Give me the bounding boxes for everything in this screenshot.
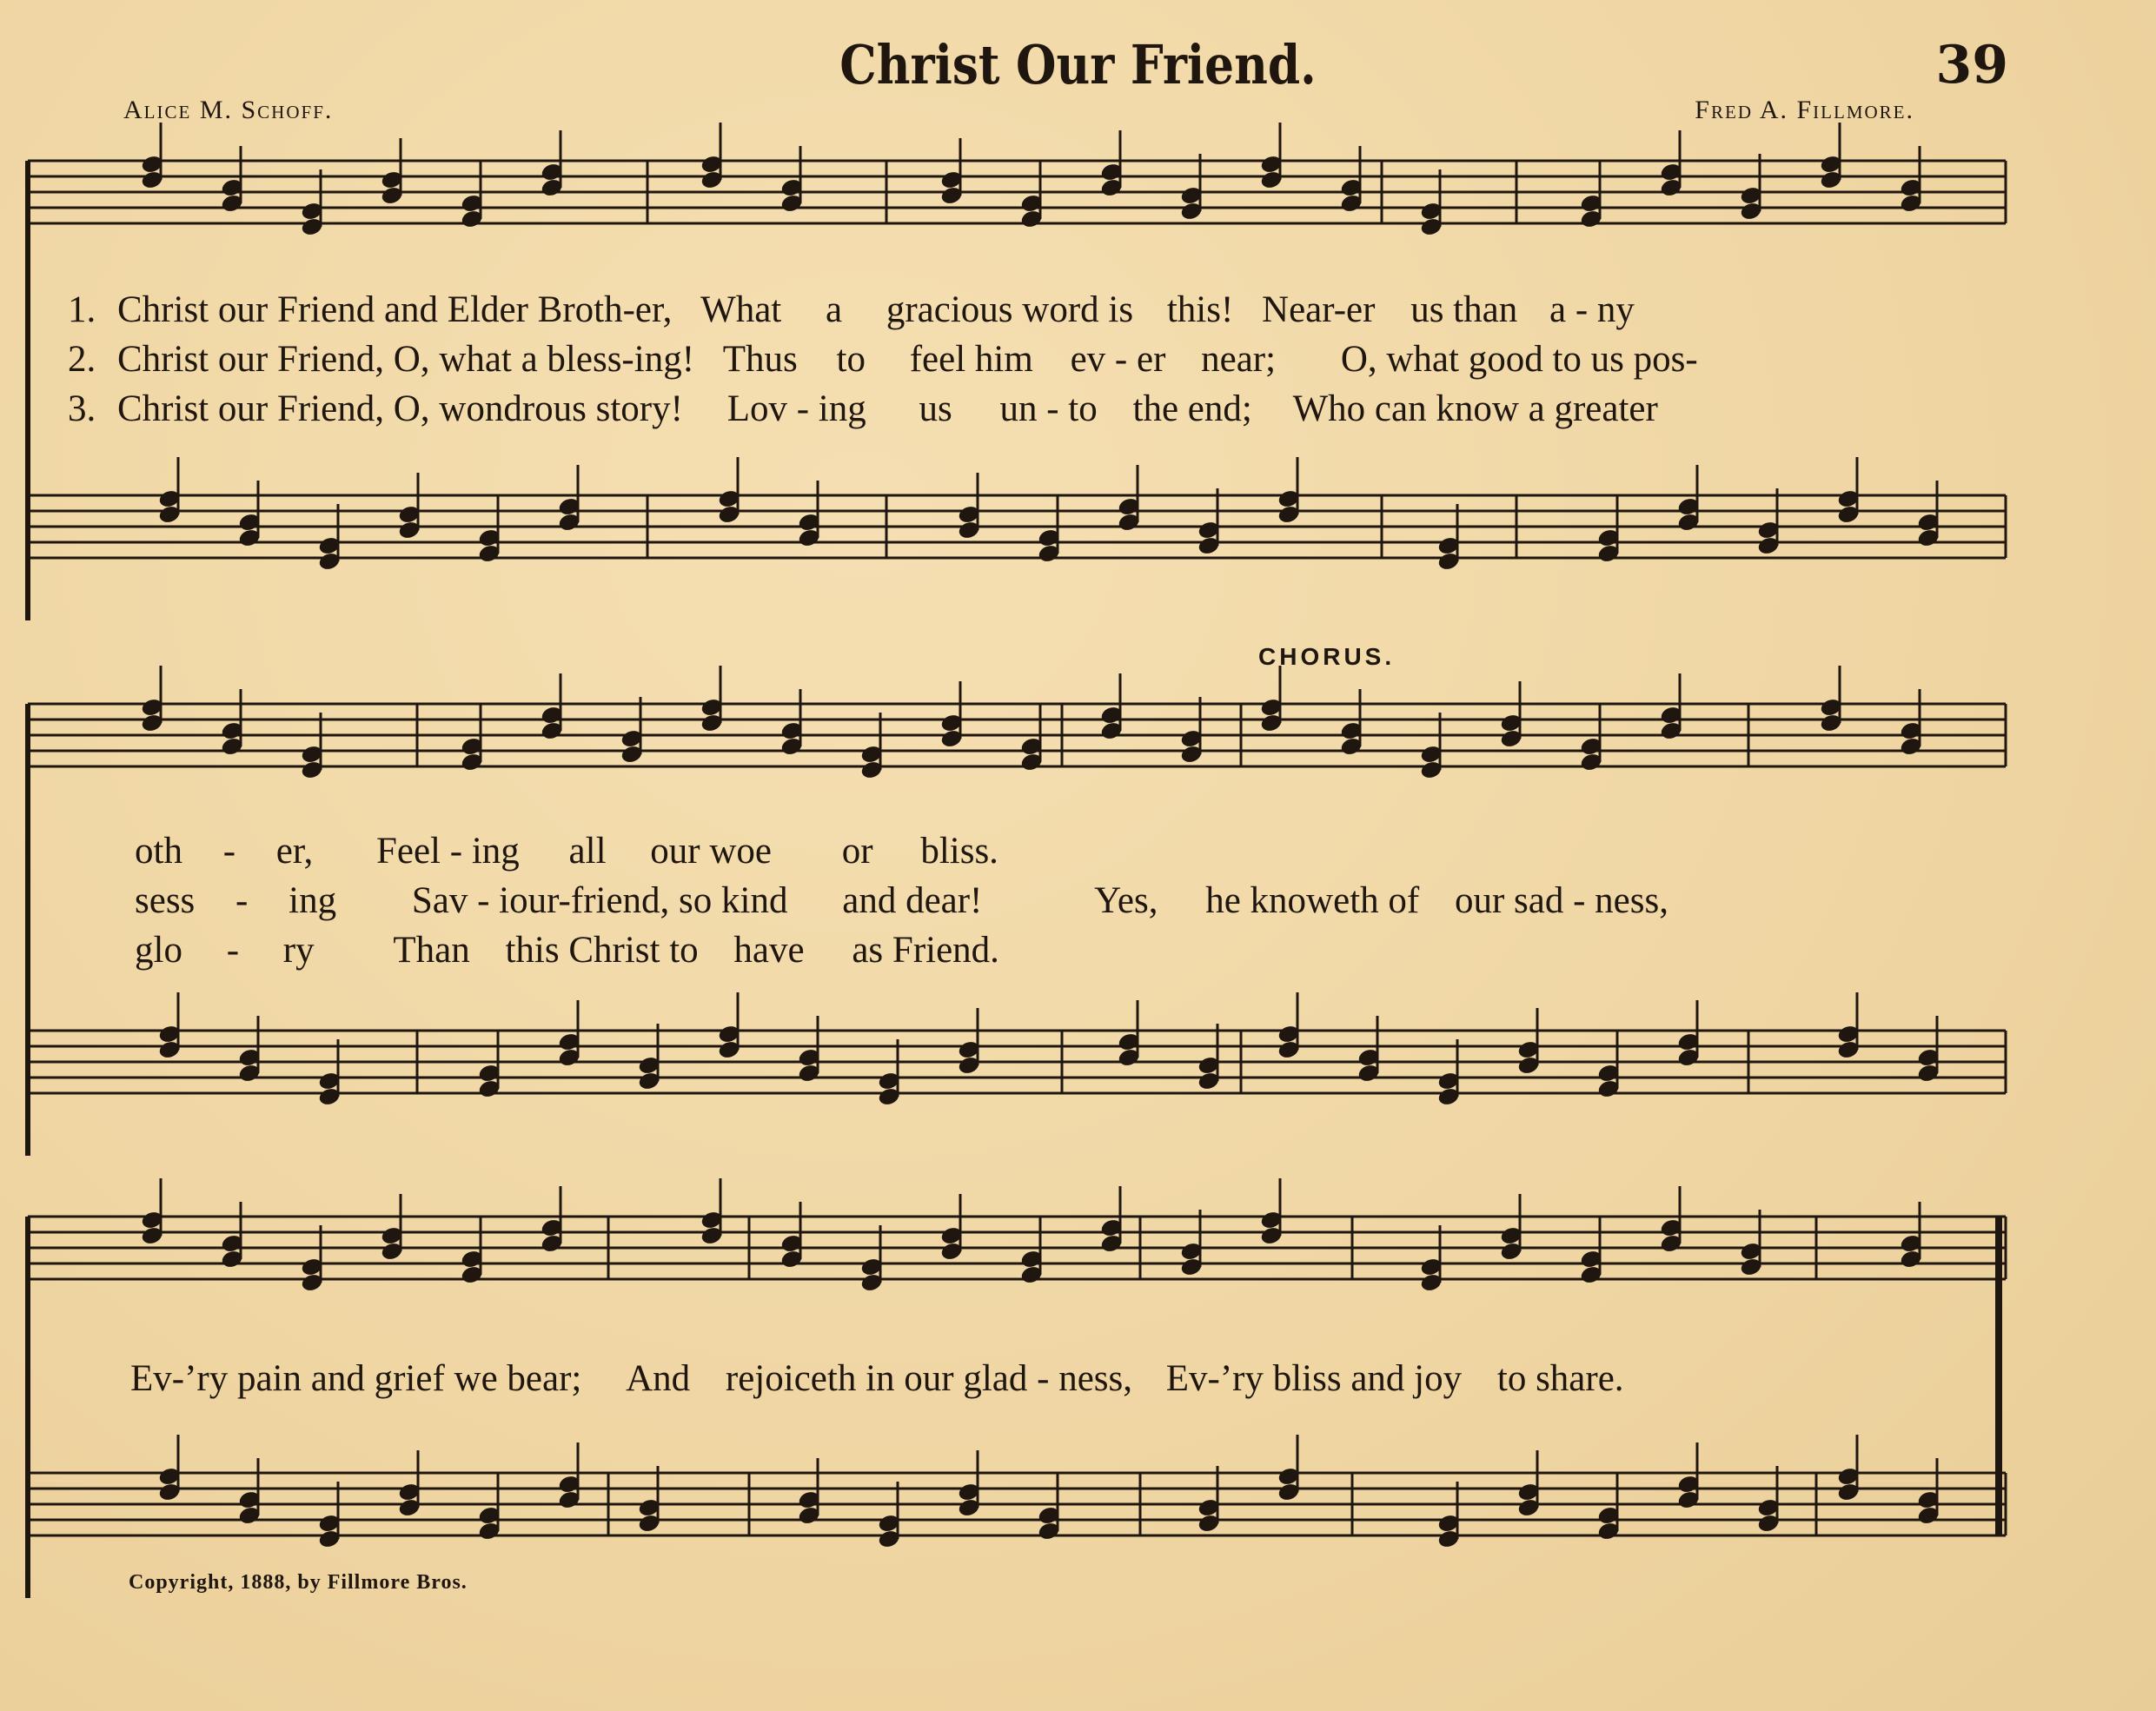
verse-number: 3. [68, 388, 96, 429]
page-title: Christ Our Friend. [839, 33, 1317, 96]
copyright-notice: Copyright, 1888, by Fillmore Bros. [129, 1571, 468, 1594]
chorus-label: CHORUS. [1258, 643, 1396, 670]
staff [28, 704, 2006, 766]
staff [28, 161, 2006, 223]
note-group [158, 1435, 1940, 1549]
verse-number: 1. [68, 289, 96, 330]
lyricist-credit: Alice M. Schoff. [123, 96, 334, 124]
note-group [141, 1178, 1922, 1292]
note-group [141, 666, 1922, 779]
note-group [158, 992, 1940, 1106]
verse-2-line-2: sess - ing Sav - iour-friend, so kind and dear! Yes, he knoweth of our sad - ness, [135, 880, 1668, 921]
verse-number: 2. [68, 339, 96, 380]
verse-1-line-1: 1. Christ our Friend and Elder Broth-er, What a gracious word is this! Near-er us than a - ny [68, 289, 1635, 330]
verse-2-line-1: 2. Christ our Friend, O, what a bless-ing! Thus to feel him ev - er near; O, what good to us pos- [68, 339, 1698, 380]
verse-3-line-1: 3. Christ our Friend, O, wondrous story! Lov - ing us un - to the end; Who can know a greater [68, 388, 1658, 429]
verse-1-line-2: oth - er, Feel - ing all our woe or bliss. [135, 831, 998, 872]
note-group [158, 457, 1940, 571]
staff [28, 1217, 2006, 1279]
note-group [141, 123, 1922, 236]
chorus-line: Ev-’ry pain and grief we bear; And rejoiceth in our glad - ness, Ev-’ry bliss and joy to share. [130, 1358, 1624, 1399]
page-number: 39 [1935, 35, 2008, 96]
composer-credit: Fred A. Fillmore. [1695, 96, 1914, 124]
verse-3-line-2: glo - ry Than this Christ to have as Friend. [135, 930, 999, 971]
